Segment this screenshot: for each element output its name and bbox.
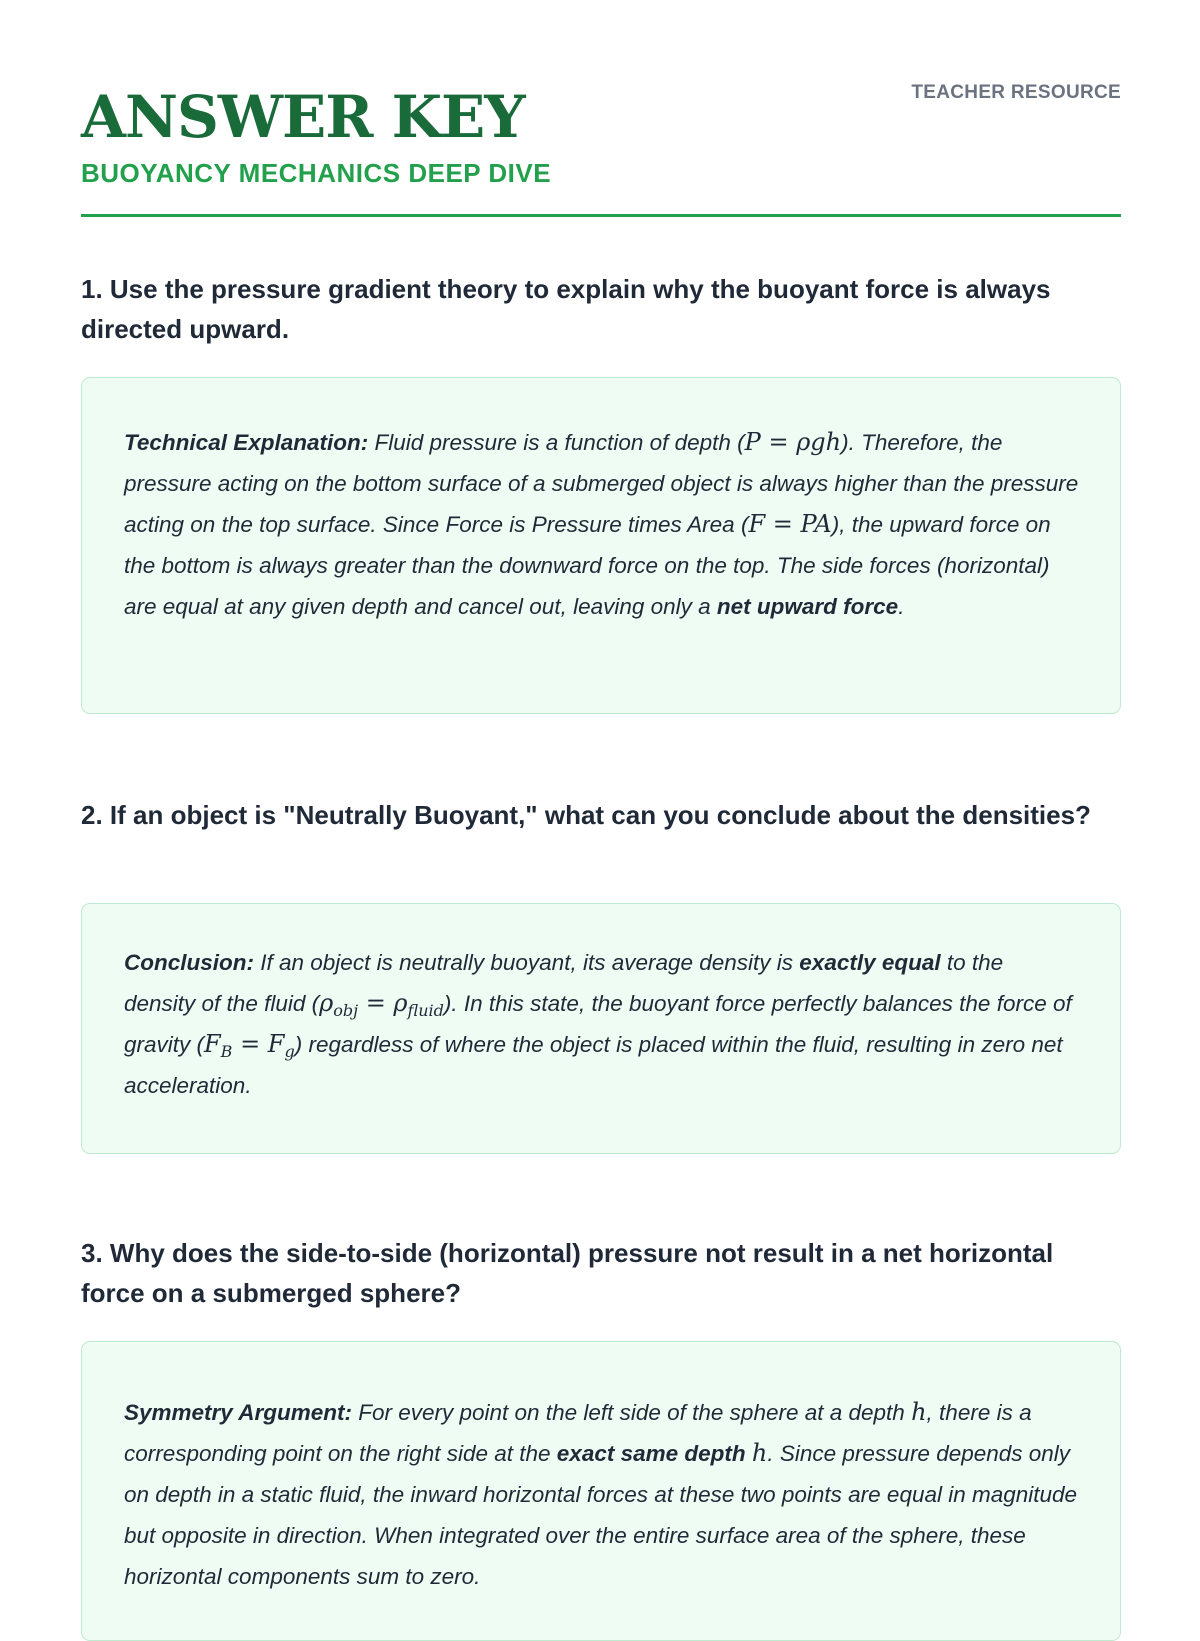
- answer-lead-1: Technical Explanation:: [124, 430, 369, 455]
- question-2: 2. If an object is "Neutrally Buoyant," what can you conclude about the densities?: [81, 800, 1091, 830]
- answer-text: ) regardless of where the object is placed within the fluid, resulting in zero net acceleration.: [124, 1032, 1063, 1098]
- emphasis-text: net upward force: [716, 594, 899, 619]
- answer-key-page: [81, 0, 1121, 1589]
- pressure-formula: P = ρgh: [744, 428, 842, 456]
- equals-force: = F: [232, 1030, 285, 1058]
- force-formula: F = PA: [748, 510, 832, 538]
- emphasis-text: exact same depth: [556, 1441, 746, 1466]
- answer-box-2: [81, 903, 1121, 1154]
- answer-text: Fluid pressure is a function of depth (: [368, 430, 745, 455]
- answer-text: , there is a corresponding point on the right side at the: [124, 1400, 1032, 1466]
- answer-text: ). Therefore, the pressure acting on the bottom surface of a submerged object is always higher than the pressure acting on the top surface. Since Force is Pressure times Area (: [124, 430, 1079, 537]
- density-formula: [319, 989, 444, 1020]
- answer-text: For every point on the left side of the sphere at a depth: [351, 1400, 912, 1425]
- answer-text: ). In this state, the buoyant force perfectly balances the force of gravity (: [124, 991, 1072, 1057]
- answer-text: to the density of the fluid (: [124, 950, 1004, 1016]
- subscript-obj: obj: [333, 1001, 359, 1020]
- force-symbol: F: [204, 1030, 221, 1058]
- answer-box-1: [81, 377, 1121, 714]
- answer-box-3: [81, 1341, 1121, 1641]
- answer-text: .: [898, 594, 905, 619]
- force-balance-formula: [204, 1030, 295, 1061]
- page-subtitle: BUOYANCY MECHANICS DEEP DIVE: [81, 158, 552, 188]
- answer-text: If an object is neutrally buoyant, its average density is: [254, 950, 800, 975]
- answer-lead-3: Symmetry Argument:: [124, 1400, 352, 1425]
- subscript-b: B: [220, 1042, 233, 1061]
- question-3: 3. Why does the side-to-side (horizontal) pressure not result in a net horizontal force on a submerged sphere?: [81, 1238, 1054, 1308]
- page-header: [81, 0, 1121, 217]
- subscript-fluid: fluid: [407, 1001, 444, 1020]
- question-1: 1. Use the pressure gradient theory to explain why the buoyant force is always directed upward.: [81, 274, 1051, 344]
- rho-symbol: ρ: [319, 989, 334, 1017]
- depth-symbol: h: [751, 1439, 768, 1467]
- answer-lead-2: Conclusion:: [124, 950, 254, 975]
- emphasis-text: exactly equal: [799, 950, 941, 975]
- resource-tag: TEACHER RESOURCE: [911, 82, 1121, 103]
- answer-text: . Since pressure depends only on depth in a static fluid, the inward horizontal forces at these two points are equal in magnitude but opposite in direction. When integrated over the entire surface area of the sphere, these horizontal components sum to zero.: [124, 1441, 1078, 1589]
- subscript-g: g: [284, 1042, 295, 1061]
- depth-symbol: h: [911, 1398, 927, 1426]
- equals-rho: = ρ: [358, 989, 408, 1017]
- page-title: ANSWER KEY: [81, 83, 525, 151]
- answer-text: ), the upward force on the bottom is always greater than the downward force on the top. The side forces (horizontal) are equal at any given depth and cancel out, leaving only a: [124, 512, 1051, 619]
